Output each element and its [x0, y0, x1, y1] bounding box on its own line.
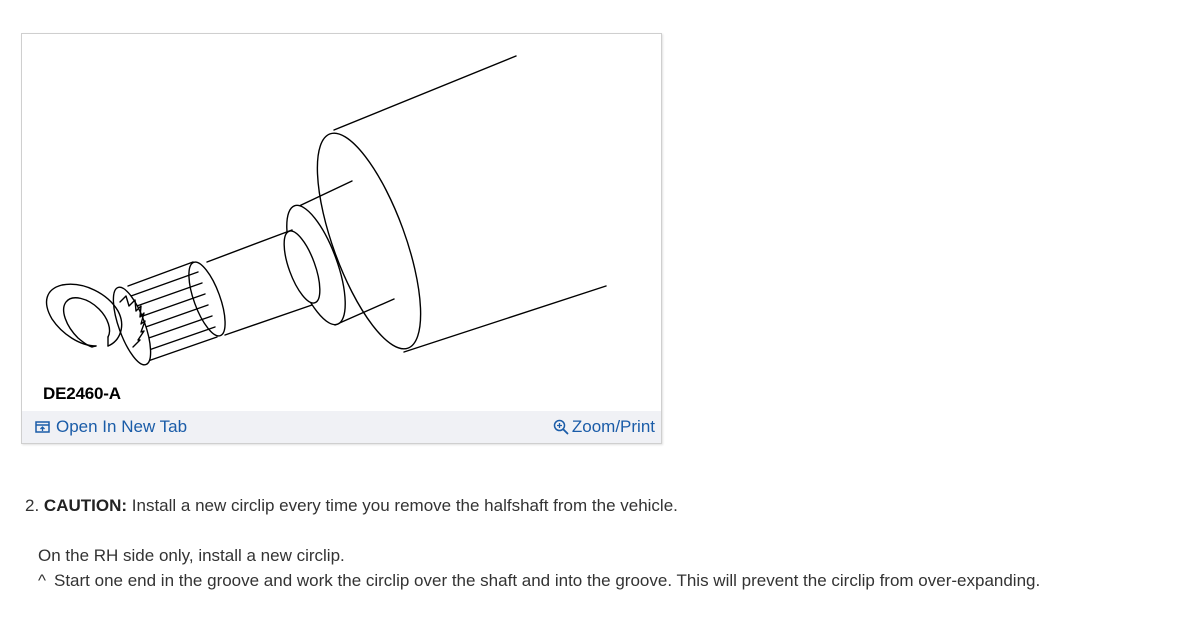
open-in-new-tab-link[interactable]	[35, 417, 187, 437]
zoom-print-link[interactable]	[553, 417, 655, 437]
figure-toolbar	[22, 411, 661, 443]
figure-container	[21, 33, 662, 444]
caret-marker: ^	[38, 571, 46, 590]
groove-instruction-text: Start one end in the groove and work the circlip over the shaft and into the groove. This will prevent the circlip from over-expanding.	[54, 571, 1041, 590]
caution-text: Install a new circlip every time you remove the halfshaft from the vehicle.	[131, 496, 678, 515]
zoom-in-icon	[553, 419, 569, 435]
instruction-note-groove	[38, 571, 1040, 591]
step-number: 2.	[25, 496, 40, 515]
caution-label: CAUTION:	[43, 496, 128, 515]
step-2-caution	[25, 496, 678, 516]
open-new-tab-icon	[35, 420, 50, 434]
figure-id-label: DE2460-A	[43, 384, 121, 403]
halfshaft-circlip-illustration	[22, 34, 661, 411]
open-in-new-tab-label: Open In New Tab	[56, 417, 188, 436]
instruction-note-rh-side: On the RH side only, install a new circlip.	[38, 546, 345, 565]
zoom-print-label: Zoom/Print	[571, 417, 655, 436]
